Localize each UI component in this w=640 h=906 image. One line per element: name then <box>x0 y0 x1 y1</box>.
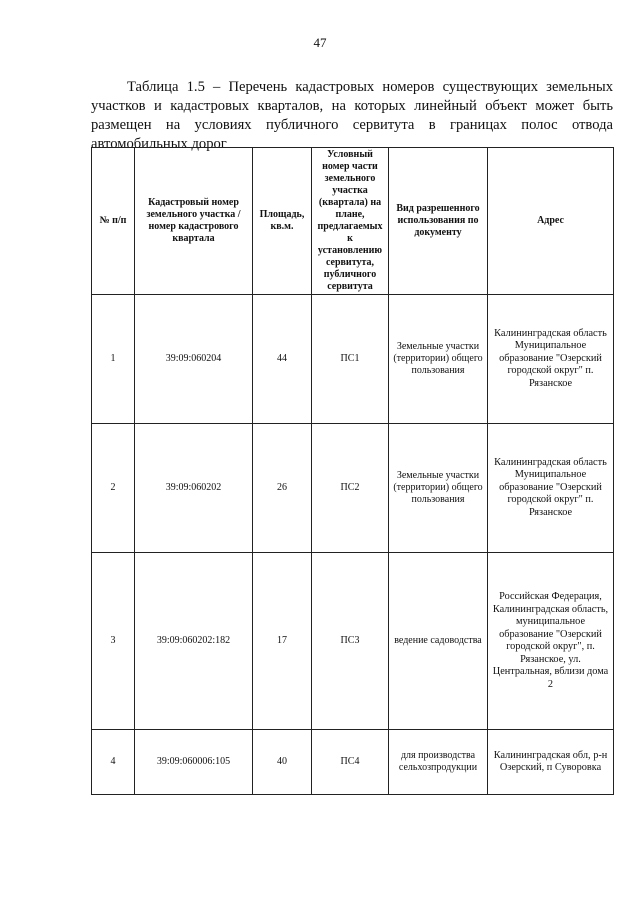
cell-num: 3 <box>92 553 135 730</box>
cell-address <box>488 295 614 424</box>
cell-num: 2 <box>92 424 135 553</box>
cell-permitted-use: ведение садоводства <box>389 553 488 730</box>
table-caption: Таблица 1.5 – Перечень кадастровых номеров существующих земельных участков и кадастровых кварталов, на которых линейный объект может быть размещен на условиях публичного сервитута в границах полос отвода автомобильных дорог <box>91 78 613 152</box>
table-header-row <box>92 148 614 295</box>
cell-address <box>488 553 614 730</box>
cell-permitted-use: для производства сельхозпродукции <box>389 730 488 795</box>
header-cadastral-number: Кадастровый номер земельного участка /номер кадастрового квартала <box>135 148 253 295</box>
cell-address <box>488 424 614 553</box>
cell-area: 40 <box>253 730 312 795</box>
address-text: Калининградская область Муниципальное образование "Озерский городской округ" п. Рязанское <box>494 327 607 389</box>
table-row <box>92 553 614 730</box>
cell-cadastral-number: 39:09:060006:105 <box>135 730 253 795</box>
cell-part-number: ПС1 <box>312 295 389 424</box>
header-part-number: Условный номер части земельного участка (квартала) на плане, предлагаемых к установлению сервитута, публичного сервитута <box>312 148 389 295</box>
cell-part-number: ПС3 <box>312 553 389 730</box>
cell-cadastral-number: 39:09:060202:182 <box>135 553 253 730</box>
cadastral-table <box>91 147 614 795</box>
cell-area: 17 <box>253 553 312 730</box>
header-address: Адрес <box>488 148 614 295</box>
cell-part-number: ПС4 <box>312 730 389 795</box>
cell-cadastral-number: 39:09:060202 <box>135 424 253 553</box>
table-row <box>92 730 614 795</box>
cell-permitted-use: Земельные участки (территории) общего пользования <box>389 295 488 424</box>
table-row <box>92 295 614 424</box>
cell-area: 26 <box>253 424 312 553</box>
page-number: 47 <box>313 35 327 50</box>
cell-num: 4 <box>92 730 135 795</box>
header-area: Площадь, кв.м. <box>253 148 312 295</box>
address-text: Российская Федерация, Калининградская область, муниципальное образование "Озерский городской округ", п. Рязанское, ул. Центральная, вблизи дома 2 <box>492 591 609 690</box>
cell-cadastral-number: 39:09:060204 <box>135 295 253 424</box>
table-row <box>92 424 614 553</box>
address-text: Калининградская обл, р-н Озерский, п Суворовка <box>493 749 608 773</box>
cell-num: 1 <box>92 295 135 424</box>
cell-part-number: ПС2 <box>312 424 389 553</box>
cell-permitted-use: Земельные участки (территории) общего пользования <box>389 424 488 553</box>
cell-address <box>488 730 614 795</box>
header-num: № п/п <box>92 148 135 295</box>
header-permitted-use: Вид разрешенного использования по документу <box>389 148 488 295</box>
address-text: Калининградская область Муниципальное образование "Озерский городской округ" п. Рязанское <box>494 456 607 518</box>
cell-area: 44 <box>253 295 312 424</box>
